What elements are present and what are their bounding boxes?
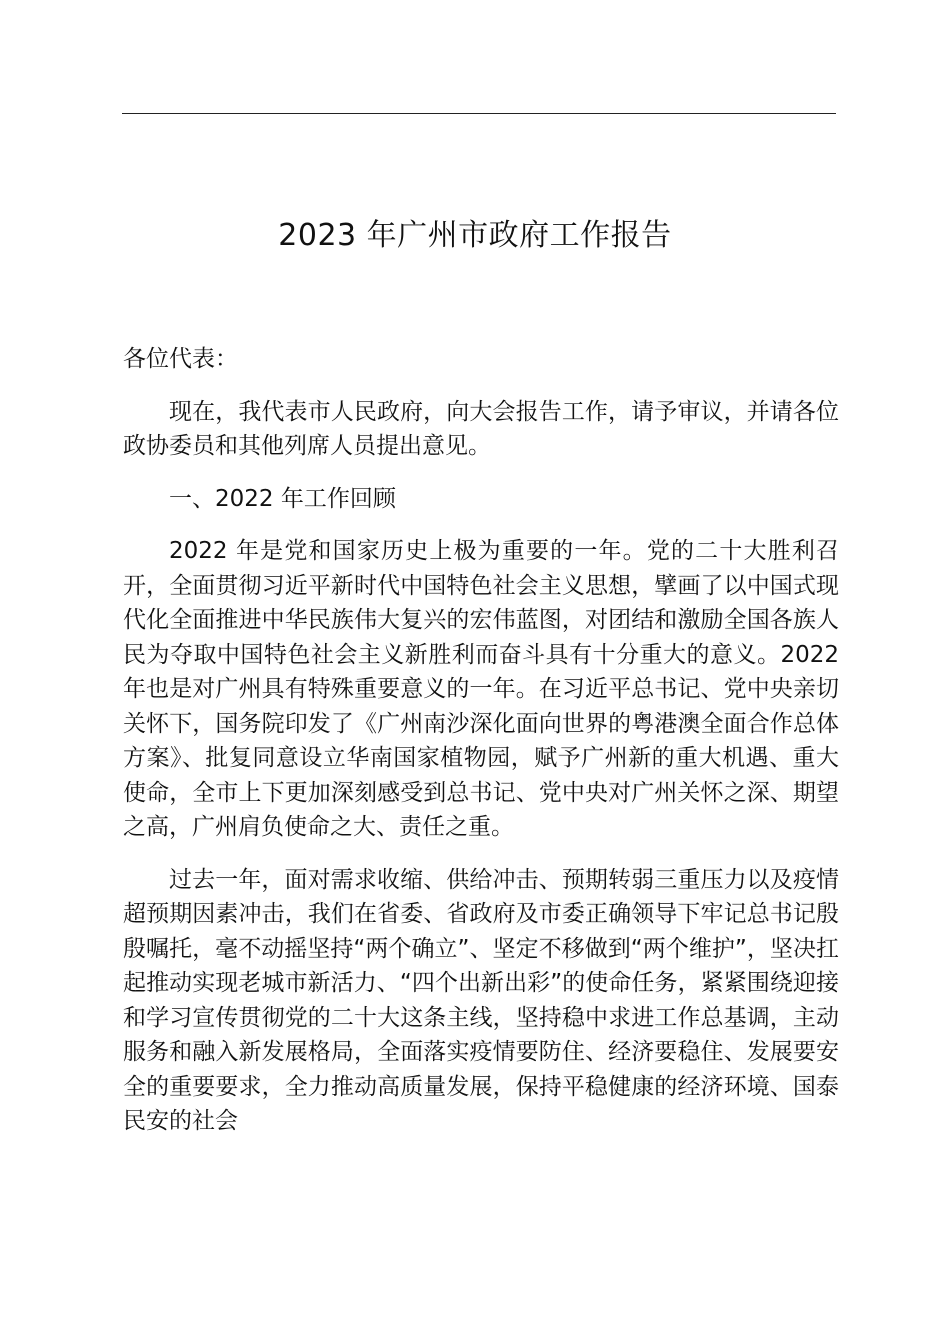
paragraph-2022-overview: 2022 年是党和国家历史上极为重要的一年。党的二十大胜利召开，全面贯彻习近平新时代中国特色社会主义思想，擘画了以中国式现代化全面推进中华民族伟大复兴的宏伟蓝图，对团结和激励全国各族人民为夺取中国特色社会主义新胜利而奋斗具有十分重大的意义。2022 年也是对广州具有特殊重要意义的一年。在习近平总书记、党中央亲切关怀下，国务院印发了《广州南沙深化面向世界的粤港澳全面合作总体方案》、批复同意设立华南国家植物园，赋予广州新的重大机遇、重大使命，全市上下更加深刻感受到总书记、党中央对广州关怀之深、期望之高，广州肩负使命之大、责任之重。 — [123, 538, 839, 840]
header-rule — [122, 113, 836, 114]
salutation: 各位代表： — [123, 346, 238, 372]
document-body — [123, 342, 839, 1139]
document-title: 2023 年广州市政府工作报告 — [278, 218, 672, 253]
paragraph-intro: 现在，我代表市人民政府，向大会报告工作，请予审议，并请各位政协委员和其他列席人员提出意见。 — [123, 398, 839, 459]
paragraph-past-year: 过去一年，面对需求收缩、供给冲击、预期转弱三重压力以及疫情超预期因素冲击，我们在省委、省政府及市委正确领导下牢记总书记殷殷嘱托，毫不动摇坚持“两个确立”、坚定不移做到“两个维护”，坚决扛起推动实现老城市新活力、“四个出新出彩”的使命任务，紧紧围绕迎接和学习宣传贯彻党的二十大这条主线，坚持稳中求进工作总基调，主动服务和融入新发展格局，全面落实疫情要防住、经济要稳住、发展要安全的重要要求，全力推动高质量发展，保持平稳健康的经济环境、国泰民安的社会 — [123, 866, 839, 1134]
section-heading: 一、2022 年工作回顾 — [169, 485, 396, 512]
